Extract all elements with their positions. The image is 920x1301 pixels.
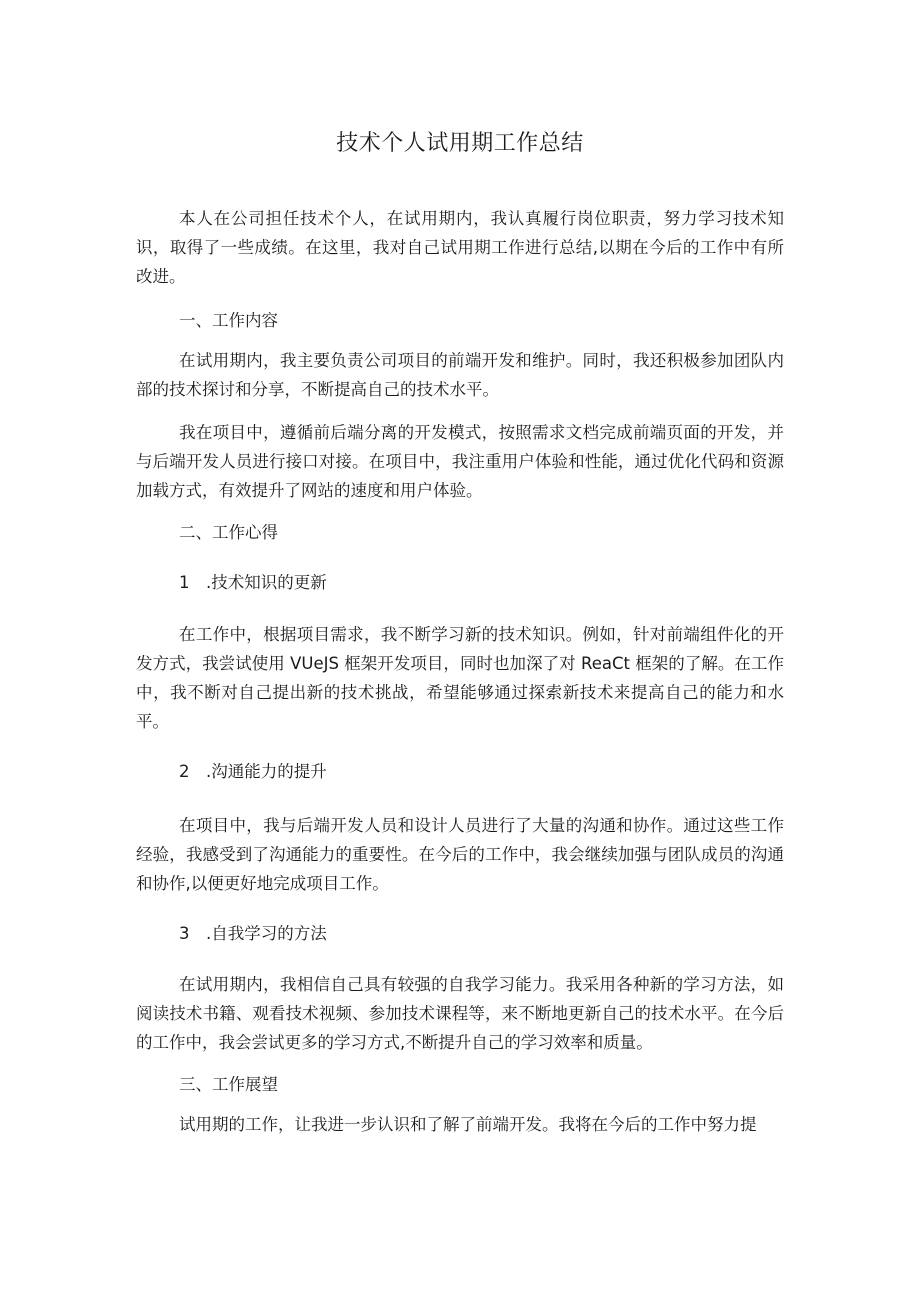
- section-heading-work-content: 一、工作内容: [179, 311, 278, 330]
- communication-paragraph: 在项目中，我与后端开发人员和设计人员进行了大量的沟通和协作。通过这些工作经验，我感受到了沟通能力的重要性。在今后的工作中，我会继续加强与团队成员的沟通和协作,以便更好地完成项目工作。: [136, 816, 784, 893]
- intro-paragraph: 本人在公司担任技术个人，在试用期内，我认真履行岗位职责，努力学习技术知识，取得了一些成绩。在这里，我对自己试用期工作进行总结,以期在今后的工作中有所改进。: [136, 209, 784, 286]
- work-content-paragraph-2: 我在项目中，遵循前后端分离的开发模式，按照需求文档完成前端页面的开发，并与后端开发人员进行接口对接。在项目中，我注重用户体验和性能，通过优化代码和资源加载方式，有效提升了网站的速度和用户体验。: [136, 423, 784, 500]
- document-title: 技术个人试用期工作总结: [336, 131, 584, 156]
- tech-knowledge-paragraph: 在工作中，根据项目需求，我不断学习新的技术知识。例如，针对前端组件化的开发方式，我尝试使用 VUeJS 框架开发项目，同时也加深了对 ReaCt 框架的了解。在工作中，我不断对自己提出新的技术挑战，希望能够通过探索新技术来提高自己的能力和水平。: [136, 625, 784, 731]
- subsection-heading-communication: 2 .沟通能力的提升: [179, 762, 327, 781]
- self-learning-paragraph: 在试用期内，我相信自己具有较强的自我学习能力。我采用各种新的学习方法，如阅读技术书籍、观看技术视频、参加技术课程等，来不断地更新自己的技术水平。在今后的工作中，我会尝试更多的学习方式,不断提升自己的学习效率和质量。: [136, 975, 784, 1052]
- work-outlook-paragraph: 试用期的工作，让我进一步认识和了解了前端开发。我将在今后的工作中努力提: [179, 1115, 757, 1134]
- subsection-heading-self-learning: 3 .自我学习的方法: [179, 924, 327, 943]
- section-heading-work-outlook: 三、工作展望: [179, 1075, 278, 1094]
- section-heading-work-insights: 二、工作心得: [179, 523, 278, 542]
- subsection-heading-tech-knowledge: 1 .技术知识的更新: [179, 573, 327, 592]
- work-content-paragraph-1: 在试用期内，我主要负责公司项目的前端开发和维护。同时，我还积极参加团队内部的技术探讨和分享，不断提高自己的技术水平。: [136, 351, 784, 399]
